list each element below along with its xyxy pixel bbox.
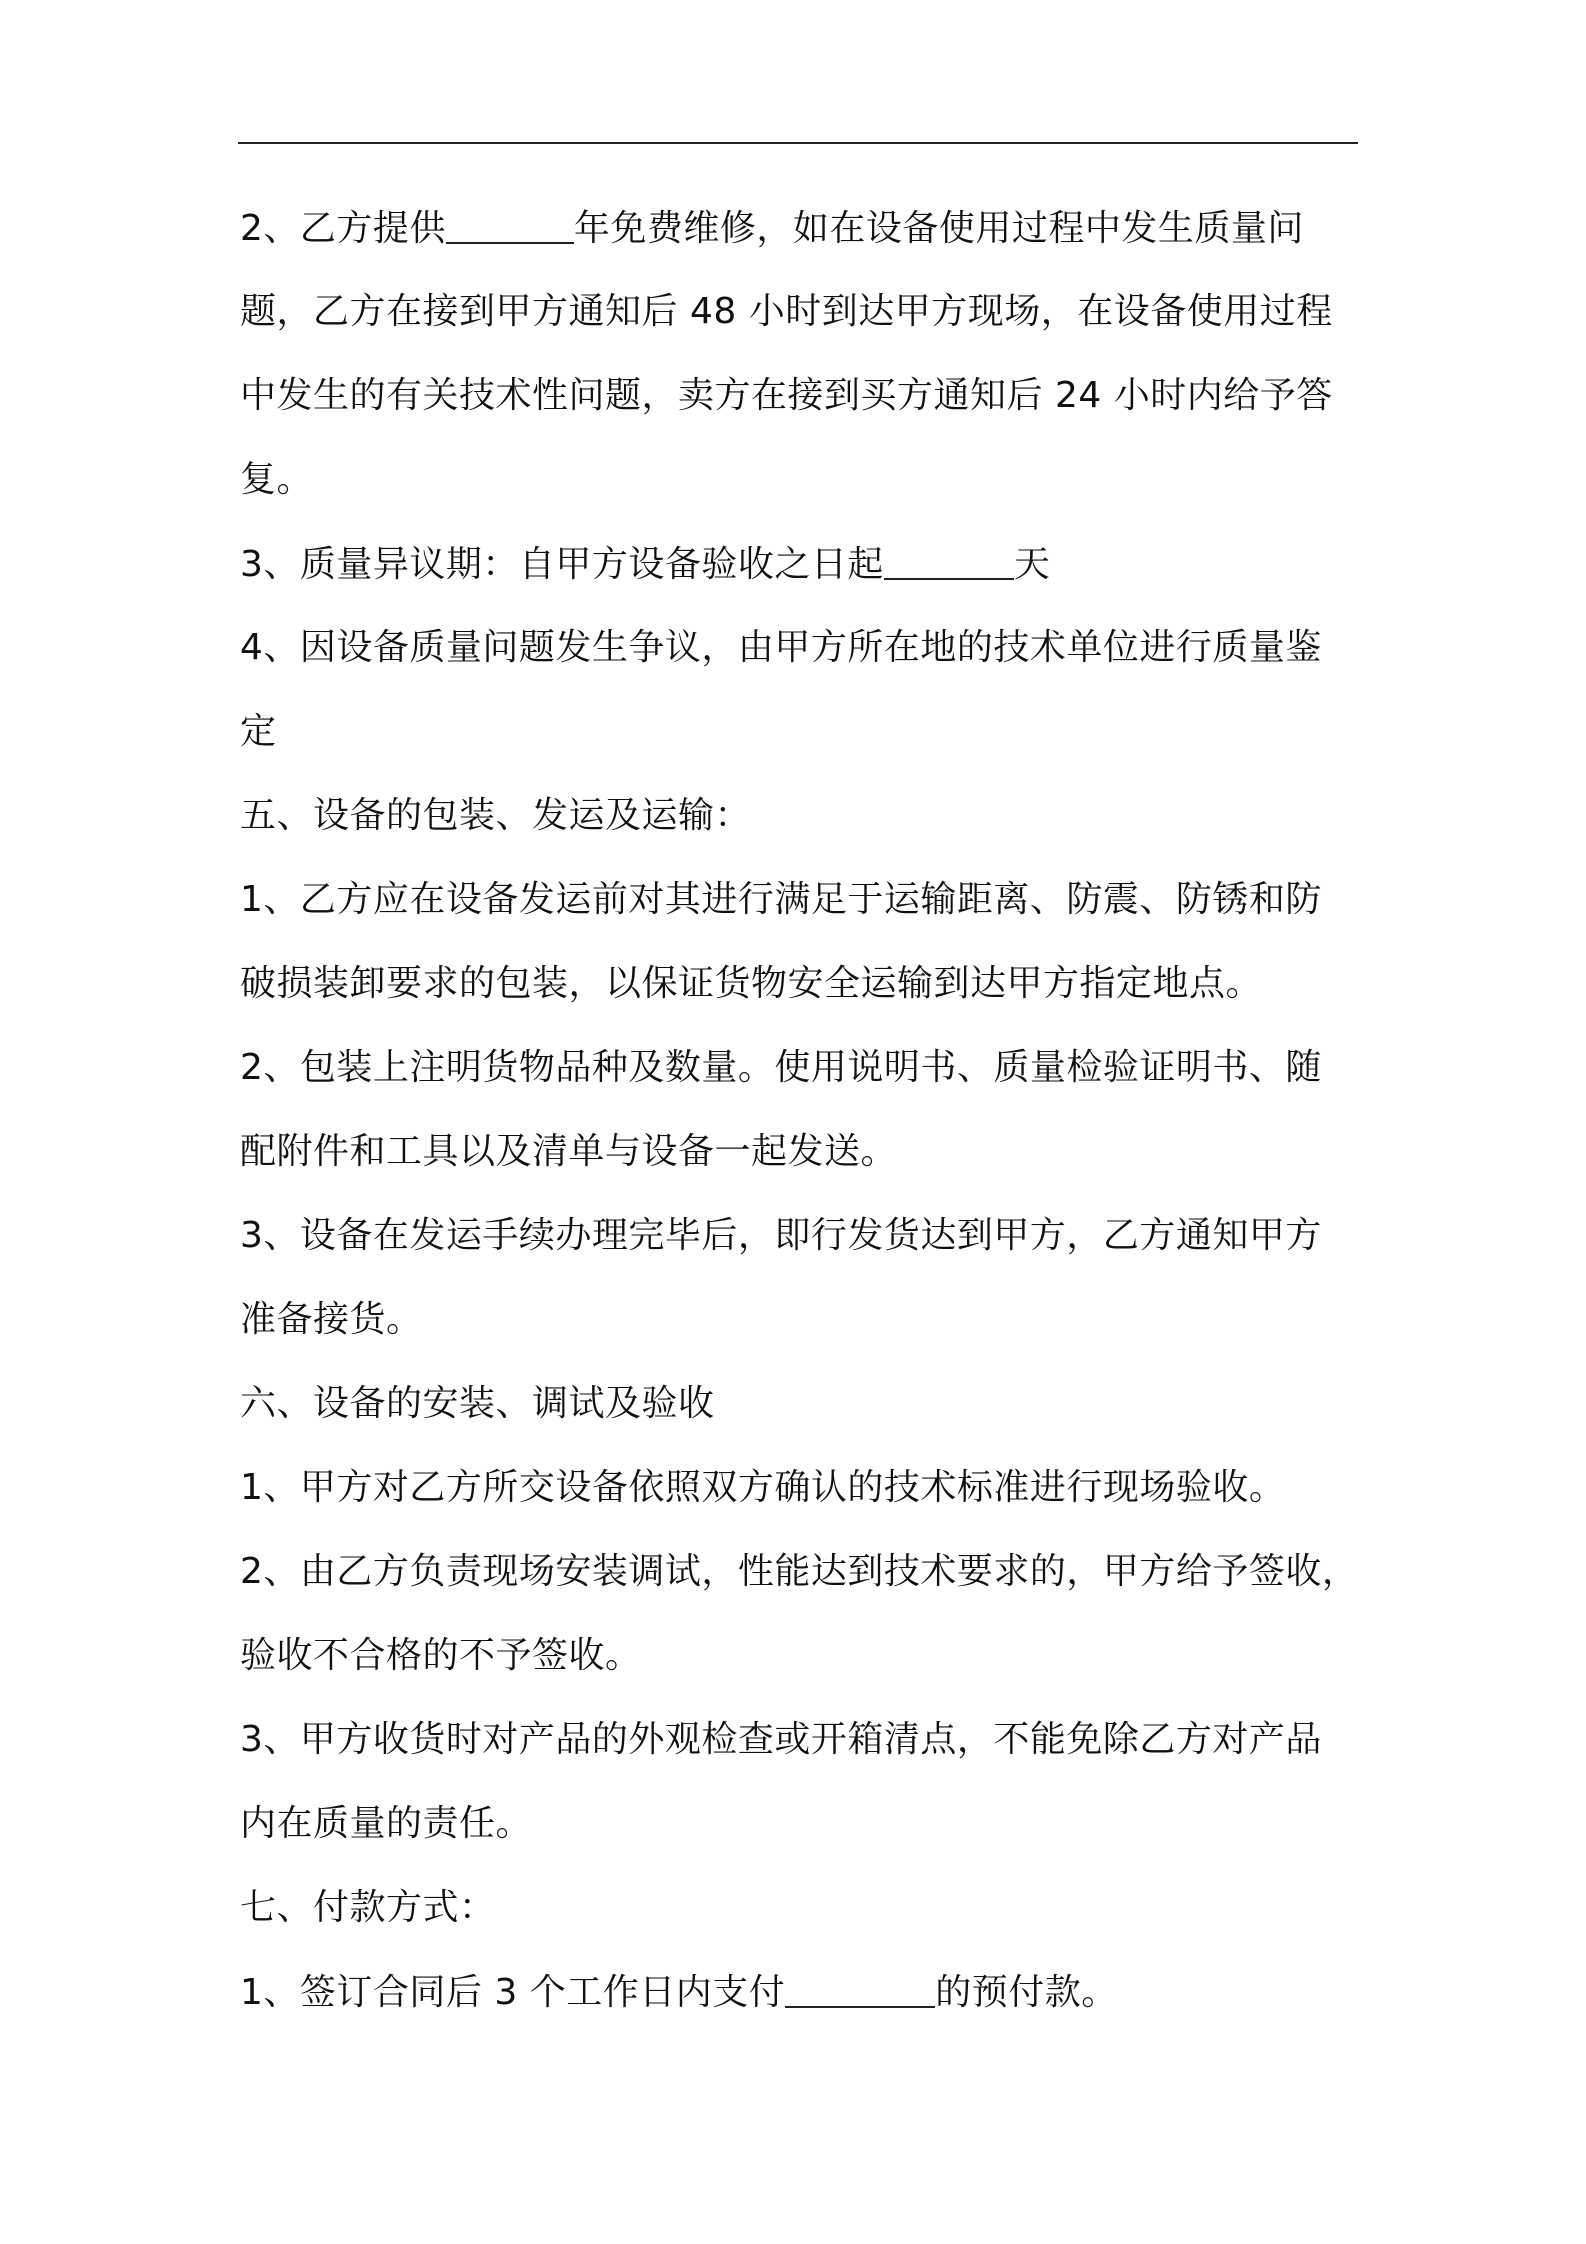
clause-5-2-line-1 — [240, 1046, 1322, 1090]
clause-5-1-line-1 — [240, 878, 1322, 922]
clause-6-2-line-2 — [240, 1634, 642, 1678]
clause-7-1 — [240, 1970, 1118, 2015]
fill-blank[interactable] — [785, 1970, 935, 2008]
clause-6-3-line-1 — [240, 1718, 1322, 1762]
clause-text: 3、质量异议期：自甲方设备验收之日起 — [240, 544, 884, 585]
clause-4-2-line-2 — [240, 290, 1333, 334]
clause-text: 准备接货。 — [240, 1299, 423, 1340]
fill-blank[interactable] — [884, 542, 1014, 580]
fill-blank[interactable] — [446, 206, 574, 244]
clause-6-1 — [240, 1466, 1285, 1510]
clause-text: 定 — [240, 711, 277, 752]
clause-text: 2、乙方提供 — [240, 208, 446, 249]
header-rule — [238, 142, 1358, 144]
clause-text: 题，乙方在接到甲方通知后 48 小时到达甲方现场，在设备使用过程 — [240, 291, 1333, 332]
clause-text: 破损装卸要求的包装，以保证货物安全运输到达甲方指定地点。 — [240, 963, 1263, 1004]
clause-text: 1、签订合同后 3 个工作日内支付 — [240, 1972, 786, 2013]
section-5-heading — [240, 794, 751, 838]
section-title: 五、设备的包装、发运及运输： — [240, 795, 752, 836]
clause-text: 天 — [1013, 544, 1051, 585]
section-title: 六、设备的安装、调试及验收 — [240, 1383, 715, 1424]
clause-text: 1、乙方应在设备发运前对其进行满足于运输距离、防震、防锈和防 — [240, 879, 1322, 920]
clause-text: 3、甲方收货时对产品的外观检查或开箱清点，不能免除乙方对产品 — [240, 1719, 1322, 1760]
section-6-heading — [240, 1382, 715, 1426]
clause-text: 2、由乙方负责现场安装调试，性能达到技术要求的，甲方给予签收， — [240, 1551, 1359, 1592]
section-7-heading — [240, 1886, 496, 1930]
clause-text: 3、设备在发运手续办理完毕后，即行发货达到甲方，乙方通知甲方 — [240, 1215, 1322, 1256]
clause-6-2-line-1 — [240, 1550, 1358, 1594]
clause-text: 2、包装上注明货物品种及数量。使用说明书、质量检验证明书、随 — [240, 1047, 1322, 1088]
clause-4-2-line-3 — [240, 374, 1333, 418]
clause-4-2-line-1 — [240, 206, 1304, 251]
clause-5-2-line-2 — [240, 1130, 897, 1174]
clause-text: 复。 — [240, 459, 314, 500]
clause-5-1-line-2 — [240, 962, 1262, 1006]
clause-text: 4、因设备质量问题发生争议，由甲方所在地的技术单位进行质量鉴 — [240, 627, 1322, 668]
clause-5-3-line-1 — [240, 1214, 1322, 1258]
clause-4-4-line-1 — [240, 626, 1322, 670]
clause-text: 配附件和工具以及清单与设备一起发送。 — [240, 1131, 898, 1172]
section-title: 七、付款方式： — [240, 1887, 496, 1928]
clause-5-3-line-2 — [240, 1298, 423, 1342]
clause-4-3 — [240, 542, 1050, 587]
clause-text: 1、甲方对乙方所交设备依照双方确认的技术标准进行现场验收。 — [240, 1467, 1286, 1508]
clause-4-2-line-4 — [240, 458, 313, 502]
clause-4-4-line-2 — [240, 710, 277, 754]
clause-text: 中发生的有关技术性问题，卖方在接到买方通知后 24 小时内给予答 — [240, 375, 1333, 416]
clause-text: 年免费维修，如在设备使用过程中发生质量问 — [573, 208, 1304, 249]
clause-text: 验收不合格的不予签收。 — [240, 1635, 642, 1676]
clause-text: 的预付款。 — [935, 1972, 1118, 2013]
clause-6-3-line-2 — [240, 1802, 532, 1846]
clause-text: 内在质量的责任。 — [240, 1803, 533, 1844]
